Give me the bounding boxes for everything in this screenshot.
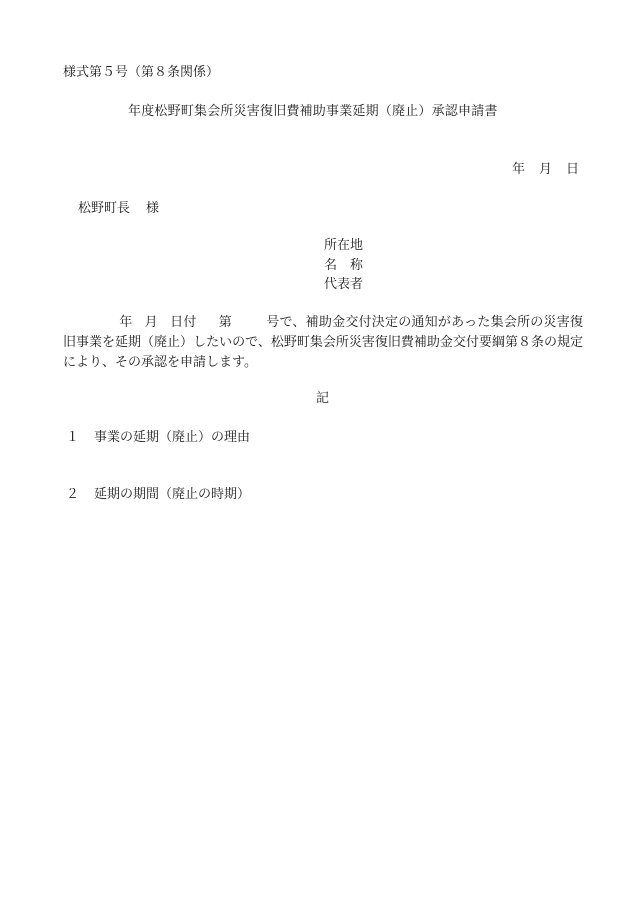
request-body-text — [63, 313, 583, 373]
list-item — [66, 486, 250, 504]
form-number-label: 様式第５号（第８条関係） — [63, 65, 220, 80]
date-day-label: 日 — [565, 162, 579, 177]
body-year-label: 年 — [119, 315, 133, 330]
ki-heading: 記 — [316, 391, 330, 406]
date-year-label: 年 — [511, 162, 525, 177]
date-month-label: 月 — [538, 162, 552, 177]
body-month-label: 月 — [144, 315, 158, 330]
item-number: ２ — [66, 487, 80, 502]
document-title: 年度松野町集会所災害復旧費補助事業延期（廃止）承認申請書 — [128, 104, 498, 119]
body-number-prefix: 第 — [218, 315, 233, 330]
item-label: 事業の延期（廃止）の理由 — [94, 430, 251, 445]
item-number: １ — [66, 430, 80, 445]
addressee-name: 松野町長 — [78, 201, 131, 216]
applicant-address-label: 所在地 — [324, 238, 364, 253]
list-item — [66, 429, 250, 447]
addressee-honorific: 様 — [146, 201, 160, 216]
applicant-block — [324, 236, 363, 295]
addressee — [78, 200, 159, 218]
applicant-name-label: 名 称 — [324, 257, 364, 273]
body-day-label: 日付 — [169, 315, 197, 330]
item-label: 延期の期間（廃止の時期） — [94, 487, 251, 502]
applicant-representative-label: 代表者 — [324, 277, 364, 292]
body-main-text: 号で、補助金交付決定の通知があった集会所の災害復旧事業を延期（廃止）したいので、松野町集会所災害復旧費補助金交付要綱第８条の規定により、その承認を申請します。 — [63, 315, 583, 370]
submission-date — [512, 161, 579, 179]
